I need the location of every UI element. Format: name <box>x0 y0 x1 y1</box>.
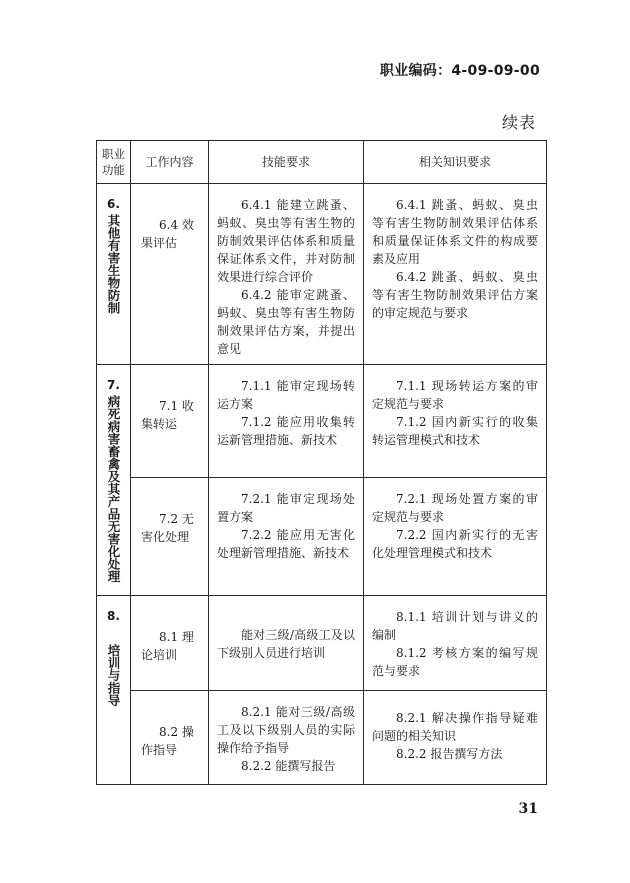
table-row <box>97 691 547 785</box>
skill-item: 6.4.1 能建立跳蚤、蚂蚁、臭虫等有害生物的防制效果评估体系和质量保证体系文件，并对防制效果进行综合评价 <box>217 198 355 284</box>
occupation-code: 职业编码：4-09-09-00 <box>379 63 540 79</box>
skill-item: 6.4.2 能审定跳蚤、蚂蚁、臭虫等有害生物防制效果评估方案，并提出意见 <box>217 288 355 356</box>
skill-cell <box>209 478 364 596</box>
work-content: 6.4 效果评估 <box>141 218 194 250</box>
table-row <box>97 184 547 365</box>
continued-label: 续表 <box>501 113 536 132</box>
work-content: 7.1 收集转运 <box>141 399 194 431</box>
function-number: 7. <box>107 378 120 392</box>
function-cell <box>97 596 131 785</box>
skill-cell <box>209 691 364 785</box>
function-name: 其他有害生物防制 <box>106 214 121 314</box>
work-content: 7.2 无害化处理 <box>141 512 194 544</box>
knowledge-item: 8.2.1 解决操作指导疑难问题的相关知识 <box>372 711 538 743</box>
skill-cell <box>209 184 364 365</box>
knowledge-cell <box>364 478 547 596</box>
function-cell <box>97 184 131 365</box>
knowledge-cell <box>364 596 547 691</box>
knowledge-item: 7.1.2 国内新实行的收集转运管理模式和技术 <box>372 415 538 447</box>
knowledge-cell <box>364 184 547 365</box>
skill-item: 8.2.2 能撰写报告 <box>241 759 336 773</box>
function-number: 8. <box>107 609 120 623</box>
knowledge-item: 6.4.2 跳蚤、蚂蚁、臭虫等有害生物防制效果评估方案的审定规范与要求 <box>372 270 538 320</box>
function-number: 6. <box>107 197 120 211</box>
work-content-cell <box>131 596 209 691</box>
knowledge-cell <box>364 365 547 478</box>
knowledge-item: 8.1.2 考核方案的编写规范与要求 <box>372 646 538 678</box>
knowledge-item: 6.4.1 跳蚤、蚂蚁、臭虫等有害生物防制效果评估体系和质量保证体系文件的构成要素及应用 <box>372 198 538 266</box>
table-row <box>97 596 547 691</box>
work-content-cell <box>131 365 209 478</box>
skill-item: 7.1.1 能审定现场转运方案 <box>217 379 355 411</box>
col-header-function: 职业功能 <box>97 141 131 184</box>
knowledge-item: 7.2.2 国内新实行的无害化处理管理模式和技术 <box>372 528 538 560</box>
table-header-row <box>97 141 547 184</box>
skill-item: 7.2.1 能审定现场处置方案 <box>217 492 355 524</box>
knowledge-item: 7.1.1 现场转运方案的审定规范与要求 <box>372 379 538 411</box>
col-header-knowledge: 相关知识要求 <box>364 141 547 184</box>
skills-table <box>96 140 547 785</box>
skill-item: 7.2.2 能应用无害化处理新管理措施、新技术 <box>217 528 355 560</box>
page-number: 31 <box>518 801 538 817</box>
function-name: 病死病害畜禽及其产品无害化处理 <box>106 395 121 583</box>
work-content-cell <box>131 691 209 785</box>
function-name: 培训与指导 <box>106 644 121 707</box>
work-content: 8.1 理论培训 <box>141 630 194 662</box>
skill-cell <box>209 365 364 478</box>
knowledge-item: 8.1.1 培训计划与讲义的编制 <box>372 610 538 642</box>
skill-item: 7.1.2 能应用收集转运新管理措施、新技术 <box>217 415 355 447</box>
skill-item: 能对三级/高级工及以下级别人员进行培训 <box>217 628 355 660</box>
knowledge-item: 8.2.2 报告撰写方法 <box>396 747 503 761</box>
col-header-work: 工作内容 <box>131 141 209 184</box>
skill-item: 8.2.1 能对三级/高级工及以下级别人员的实际操作给予指导 <box>217 705 355 755</box>
work-content: 8.2 操作指导 <box>141 725 194 757</box>
skill-cell <box>209 596 364 691</box>
function-cell <box>97 365 131 596</box>
table-row <box>97 478 547 596</box>
table-row <box>97 365 547 478</box>
knowledge-cell <box>364 691 547 785</box>
work-content-cell <box>131 478 209 596</box>
knowledge-item: 7.2.1 现场处置方案的审定规范与要求 <box>372 492 538 524</box>
col-header-skill: 技能要求 <box>209 141 364 184</box>
work-content-cell <box>131 184 209 365</box>
